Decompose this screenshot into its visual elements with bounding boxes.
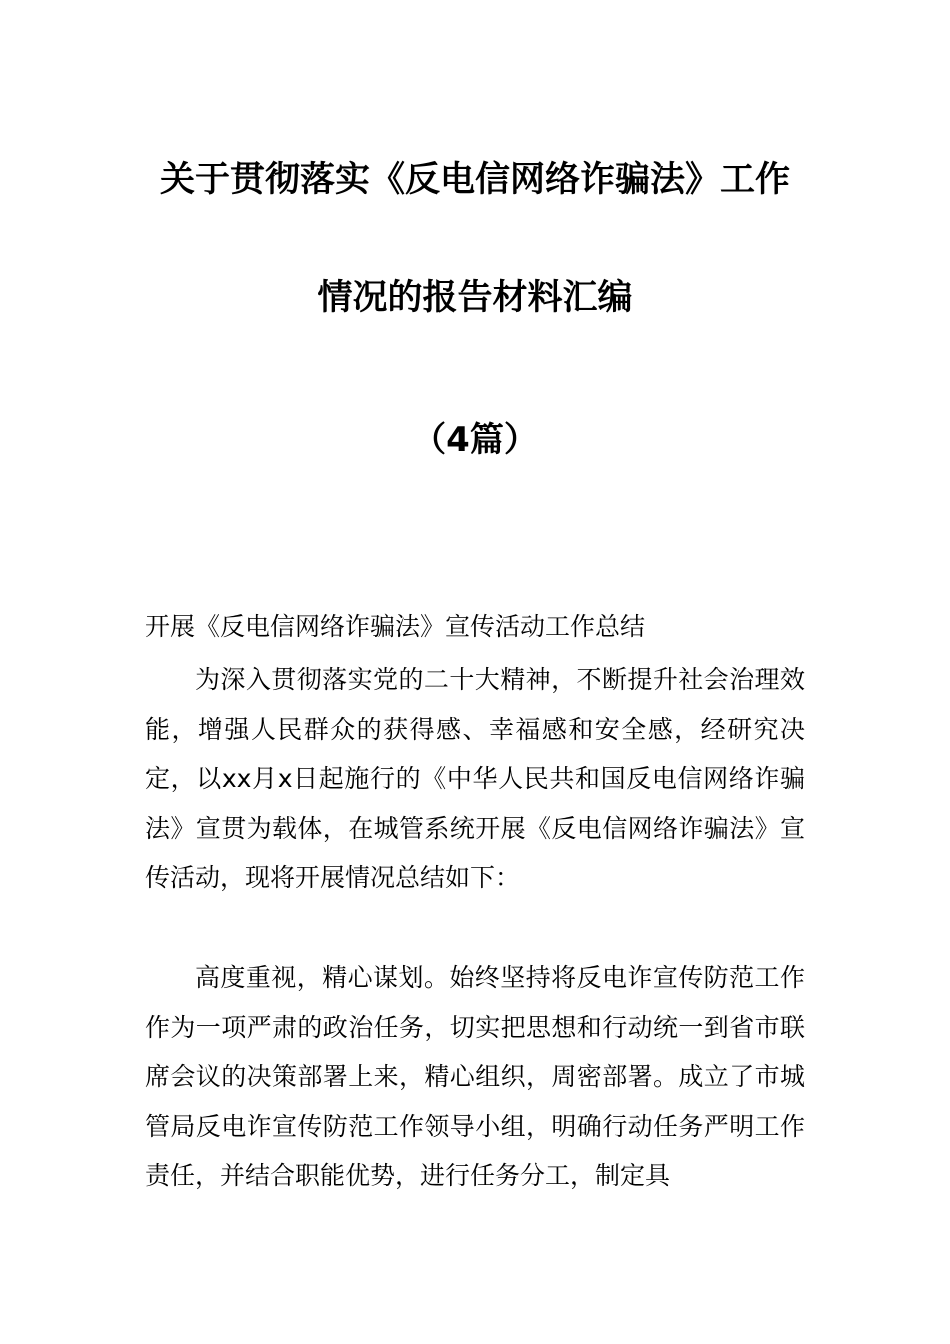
document-count-label: （4篇） — [412, 420, 538, 460]
document-title-line-2: 情况的报告材料汇编 — [317, 278, 633, 318]
body-paragraph: 为深入贯彻落实党的二十大精神，不断提升社会治理效能，增强人民群众的获得感、幸福感和安全感，经研究决定，以xx月x日起施行的《中华人民共和国反电信网络诈骗法》宣贯为载体，在城管系统开展《反电信网络诈骗法》宣传活动，现将开展情况总结如下： — [145, 665, 805, 892]
body-paragraph: 高度重视，精心谋划。始终坚持将反电诈宣传防范工作作为一项严肃的政治任务，切实把思想和行动统一到省市联席会议的决策部署上来，精心组织，周密部署。成立了市城管局反电诈宣传防范工作领导小组，明确行动任务严明工作责任，并结合职能优势，进行任务分工，制定具 — [145, 963, 805, 1190]
document-title-line-1: 关于贯彻落实《反电信网络诈骗法》工作 — [159, 160, 790, 200]
section-heading: 开展《反电信网络诈骗法》宣传活动工作总结 — [145, 612, 646, 641]
